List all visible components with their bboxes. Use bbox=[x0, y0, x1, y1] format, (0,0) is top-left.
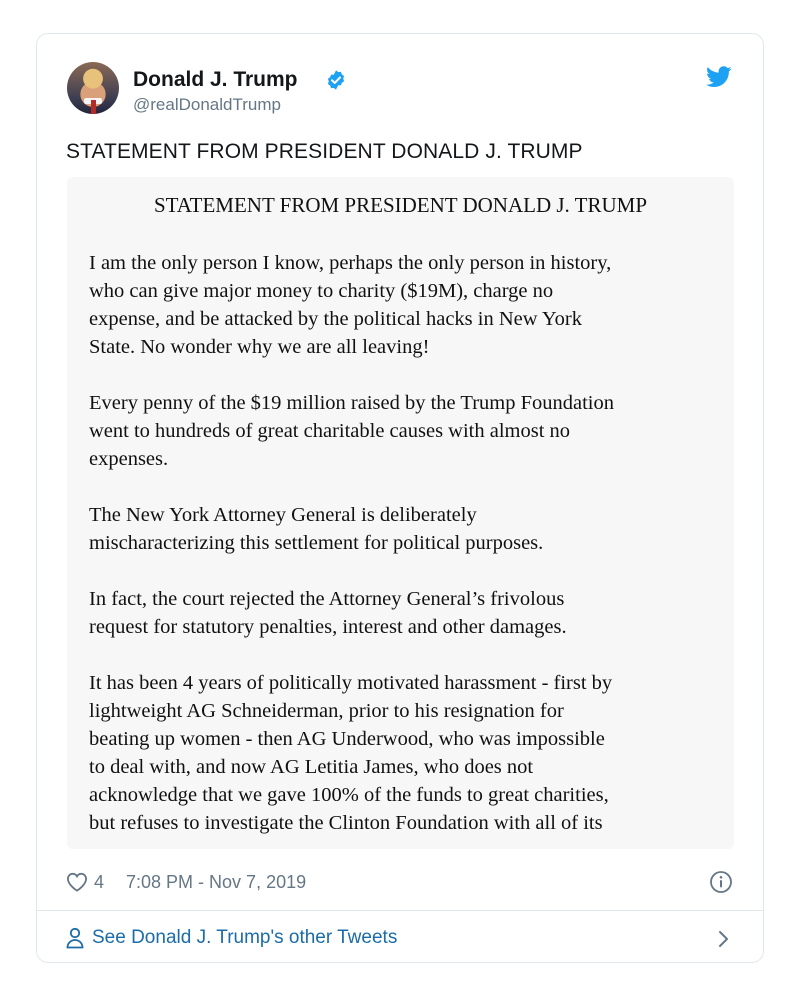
avatar[interactable] bbox=[67, 62, 119, 114]
statement-paragraph: It has been 4 years of politically motivated harassment - first by lightweight AG Schneiderman, prior to his resignation for beating up women - then AG Underwood, who was impossible to deal with, and now AG Letitia James, who does not acknowledge that we gave 100% of the funds to great charities, but refuses to investigate the Clinton Foundation with all of its bbox=[89, 672, 613, 834]
like-count[interactable]: 4 bbox=[94, 871, 105, 892]
divider bbox=[37, 910, 763, 911]
see-other-tweets-link[interactable] bbox=[66, 927, 397, 949]
image-crop-edge bbox=[67, 835, 734, 849]
tweet-meta bbox=[66, 870, 306, 894]
verified-badge-icon bbox=[325, 69, 347, 91]
chevron-right-icon[interactable] bbox=[717, 929, 731, 949]
statement-image[interactable] bbox=[67, 177, 734, 849]
avatar-tie bbox=[91, 100, 96, 114]
timestamp[interactable]: 7:08 PM - Nov 7, 2019 bbox=[126, 871, 307, 892]
person-icon bbox=[66, 927, 84, 949]
statement-paragraph: Every penny of the $19 million raised by the Trump Foundation went to hundreds of great charitable causes with almost no expenses. bbox=[89, 392, 614, 470]
see-other-tweets-label[interactable]: See Donald J. Trump's other Tweets bbox=[92, 927, 398, 948]
twitter-bird-icon[interactable] bbox=[706, 66, 732, 88]
user-name[interactable]: Donald J. Trump bbox=[133, 68, 298, 91]
heart-icon[interactable] bbox=[66, 872, 88, 892]
statement-title: STATEMENT FROM PRESIDENT DONALD J. TRUMP bbox=[153, 193, 648, 217]
statement-paragraph: I am the only person I know, perhaps the only person in history, who can give major money to charity ($19M), charge no expense, and be attacked by the political hacks in New York State. No wonder why we are all leaving! bbox=[89, 252, 612, 358]
statement-paragraph: In fact, the court rejected the Attorney General’s frivolous request for statutory penalties, interest and other damages. bbox=[89, 588, 567, 638]
user-handle[interactable]: @realDonaldTrump bbox=[133, 95, 281, 114]
info-icon[interactable] bbox=[709, 870, 733, 894]
tweet-text: STATEMENT FROM PRESIDENT DONALD J. TRUMP bbox=[66, 140, 583, 163]
statement-body bbox=[89, 249, 719, 849]
tweet-card bbox=[36, 33, 764, 963]
statement-paragraph: The New York Attorney General is deliberately mischaracterizing this settlement for political purposes. bbox=[89, 504, 544, 554]
